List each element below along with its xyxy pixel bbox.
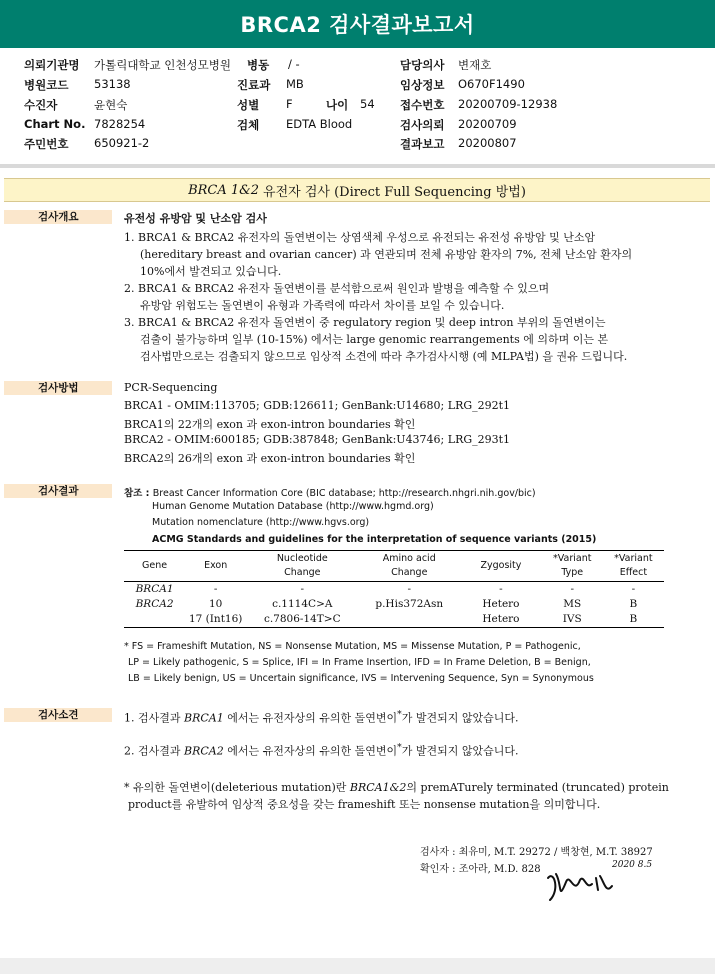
interpretation-line-1 (124, 709, 518, 726)
interp-text: 1. 검사결과 (124, 711, 184, 725)
cell-effect: B (603, 612, 664, 628)
age-label: 나이 (326, 98, 349, 112)
chart-label: Chart No. (24, 117, 86, 131)
specimen-label: 검체 (237, 118, 260, 132)
interp-text: 가 발견되지 않았습니다. (401, 744, 519, 758)
cell-nuc: - (300, 583, 305, 595)
physician-value: 변재호 (458, 58, 492, 72)
ref-line: Breast Cancer Information Core (BIC database; http://research.nhgri.nih.gov/bic) (152, 488, 536, 499)
patient-info (0, 0, 715, 160)
interp-text: 에서는 유전자상의 유의한 돌연변이 (223, 744, 398, 758)
interp-text: 에서는 유전자상의 유의한 돌연변이 (223, 711, 398, 725)
cell-zyg: - (499, 583, 503, 595)
interpretation-label: 검사소견 (4, 708, 112, 722)
col-aa: Amino acid (382, 553, 436, 564)
dept-value: MB (286, 77, 304, 91)
table-row (124, 582, 664, 598)
dept-label: 진료과 (237, 78, 271, 92)
ssn-value: 650921-2 (94, 136, 150, 150)
request-label: 검사의뢰 (400, 118, 445, 132)
report-title: BRCA2 검사결과보고서 (240, 13, 475, 37)
tester-signature-line: 검사자 : 최유미, M.T. 29272 / 백창현, M.T. 38927 (420, 847, 653, 858)
cell-exon: 17 (Int16) (185, 612, 246, 628)
cell-gene: BRCA1 (135, 583, 174, 595)
hospital-code-value: 53138 (94, 77, 131, 91)
table-row (124, 597, 664, 612)
report-date-label: 결과보고 (400, 137, 445, 151)
cell-nuc: c.7806-14T>C (246, 612, 358, 628)
institution-label: 의뢰기관명 (24, 58, 80, 72)
overview-line: (hereditary breast and ovarian cancer) 과 연관되며 전체 유방암 환자의 7%, 전체 난소암 환자의 (140, 248, 633, 261)
overview-line: 검사법만으로는 검출되지 않으므로 임상적 소견에 따라 추가검사시행 (예 MLPA법) 을 권유 드립니다. (140, 350, 628, 363)
method-line: PCR-Sequencing (124, 381, 218, 394)
col-nuc-2: Change (284, 567, 321, 578)
table-row (124, 612, 664, 628)
col-type-2: Type (561, 567, 584, 578)
interp-text: 2. 검사결과 (124, 744, 184, 758)
interpretation-note-2: product를 유발하여 임상적 중요성을 갖는 frameshift 또는 nonsense mutation을 의미합니다. (128, 798, 601, 811)
scanned-report (0, 172, 715, 950)
col-effect-2: Effect (619, 567, 648, 578)
title-gene: BRCA 1&2 (188, 182, 260, 198)
section-divider (0, 164, 715, 168)
overview-line: 3. BRCA1 & BRCA2 유전자 돌연변이 중 regulatory region 및 deep intron 부위의 돌연변이는 (124, 316, 606, 329)
overview-line: 검출이 불가능하며 일부 (10-15%) 에서는 large genomic rearrangements 에 의하며 이는 본 (140, 333, 609, 346)
chart-value: 7828254 (94, 117, 146, 131)
report-date-value: 20200807 (458, 136, 517, 150)
overview-label: 검사개요 (4, 210, 112, 224)
interp-gene: BRCA2 (184, 744, 224, 758)
ssn-label: 주민번호 (24, 137, 69, 151)
ward-label: 병동 (247, 58, 270, 72)
footnote-line: LB = Likely benign, US = Uncertain significance, IVS = Intervening Sequence, Syn = Synonymous (128, 673, 594, 684)
method-line: BRCA1 - OMIM:113705; GDB:126611; GenBank:U14680; LRG_292t1 (124, 399, 511, 412)
note-text: * 유의한 돌연변이(deleterious mutation)란 (124, 781, 350, 794)
col-aa-2: Change (391, 567, 428, 578)
col-zygosity: Zygosity (480, 560, 522, 571)
col-type: *Variant (553, 553, 592, 564)
overview-line: 10%에서 발견되고 있습니다. (140, 265, 282, 278)
cell-nuc: c.1114C>A (272, 598, 333, 610)
handwritten-date: 2020 8.5 (612, 860, 653, 870)
ref-line: ACMG Standards and guidelines for the interpretation of sequence variants (2015) (152, 534, 597, 545)
ref-prefix: 참조 : (124, 488, 153, 499)
request-value: 20200709 (458, 117, 517, 131)
cell-zyg: Hetero (460, 612, 542, 628)
method-line: BRCA2 - OMIM:600185; GDB:387848; GenBank:U43746; LRG_293t1 (124, 433, 511, 446)
ward-value: / - (288, 57, 300, 71)
interp-star: * (397, 709, 402, 720)
ref-line: Mutation nomenclature (http://www.hgvs.org) (152, 517, 370, 528)
overview-line: 2. BRCA1 & BRCA2 유전자 돌연변이를 분석함으로써 원인과 발병을 예측할 수 있으며 (124, 282, 550, 295)
title-rest: 유전자 검사 (Direct Full Sequencing 방법) (263, 184, 526, 200)
confirmer-signature-line: 확인자 : 조아라, M.D. 828 (420, 864, 541, 875)
cell-zyg: Hetero (482, 598, 520, 610)
sex-label: 성별 (237, 98, 260, 112)
cell-effect: B (629, 598, 638, 610)
method-line: BRCA2의 26개의 exon 과 exon-intron boundaries 확인 (124, 452, 416, 465)
results-label: 검사결과 (4, 484, 112, 498)
method-line: BRCA1의 22개의 exon 과 exon-intron boundaries 확인 (124, 418, 416, 431)
patient-value: 윤현숙 (94, 98, 128, 112)
patient-label: 수진자 (24, 98, 58, 112)
cell-aa: p.His372Asn (375, 598, 444, 610)
cell-aa: - (407, 583, 412, 595)
col-gene: Gene (142, 560, 168, 571)
hospital-code-label: 병원코드 (24, 78, 69, 92)
specimen-value: EDTA Blood (286, 117, 353, 131)
physician-label: 담당의사 (400, 58, 445, 72)
overview-heading: 유전성 유방암 및 난소암 검사 (124, 212, 267, 225)
cell-exon: - (213, 583, 218, 595)
clinical-value: O670F1490 (458, 77, 525, 91)
interpretation-note-1 (124, 779, 669, 795)
table-header-row (124, 551, 664, 582)
col-effect: *Variant (614, 553, 653, 564)
viewer-bottom-bar (0, 958, 715, 974)
variant-table (124, 550, 664, 628)
col-nuc: Nucleotide (276, 553, 328, 564)
receipt-value: 20200709-12938 (458, 97, 558, 111)
cell-type: IVS (542, 612, 603, 628)
cell-type: MS (563, 598, 582, 610)
overview-line: 1. BRCA1 & BRCA2 유전자의 돌연변이는 상염색체 우성으로 유전되는 유전성 유방암 및 난소암 (124, 231, 596, 244)
age-value: 54 (360, 97, 375, 111)
cell-type: - (570, 583, 575, 595)
receipt-label: 접수번호 (400, 98, 445, 112)
interp-star: * (397, 742, 402, 753)
method-label: 검사방법 (4, 381, 112, 395)
sex-value: F (286, 97, 293, 111)
cell-gene: BRCA2 (135, 598, 174, 610)
cell-gene (124, 612, 185, 628)
interpretation-line-2 (124, 742, 518, 759)
cell-effect: - (631, 583, 636, 595)
note-text: 의 premATurely terminated (truncated) protein (406, 781, 669, 794)
interp-text: 가 발견되지 않았습니다. (401, 711, 519, 725)
col-exon: Exon (204, 560, 228, 571)
note-gene: BRCA1&2 (349, 781, 407, 794)
ref-line: Human Genome Mutation Database (http://www.hgmd.org) (152, 501, 434, 512)
overview-line: 유방암 위험도는 돌연변이 유형과 가족력에 따라서 차이를 보일 수 있습니다. (140, 299, 505, 312)
institution-value: 가톨릭대학교 인천성모병원 (94, 58, 231, 72)
footnote-line: * FS = Frameshift Mutation, NS = Nonsense Mutation, MS = Missense Mutation, P = Pathogenic, (124, 641, 581, 652)
cell-exon: 10 (209, 598, 223, 610)
report-section-title (4, 178, 710, 202)
cell-aa (358, 612, 460, 628)
interp-gene: BRCA1 (184, 711, 224, 725)
clinical-label: 임상정보 (400, 78, 445, 92)
footnote-line: LP = Likely pathogenic, S = Splice, IFI = In Frame Insertion, IFD = In Frame Deletion, B = Benign, (128, 657, 591, 668)
